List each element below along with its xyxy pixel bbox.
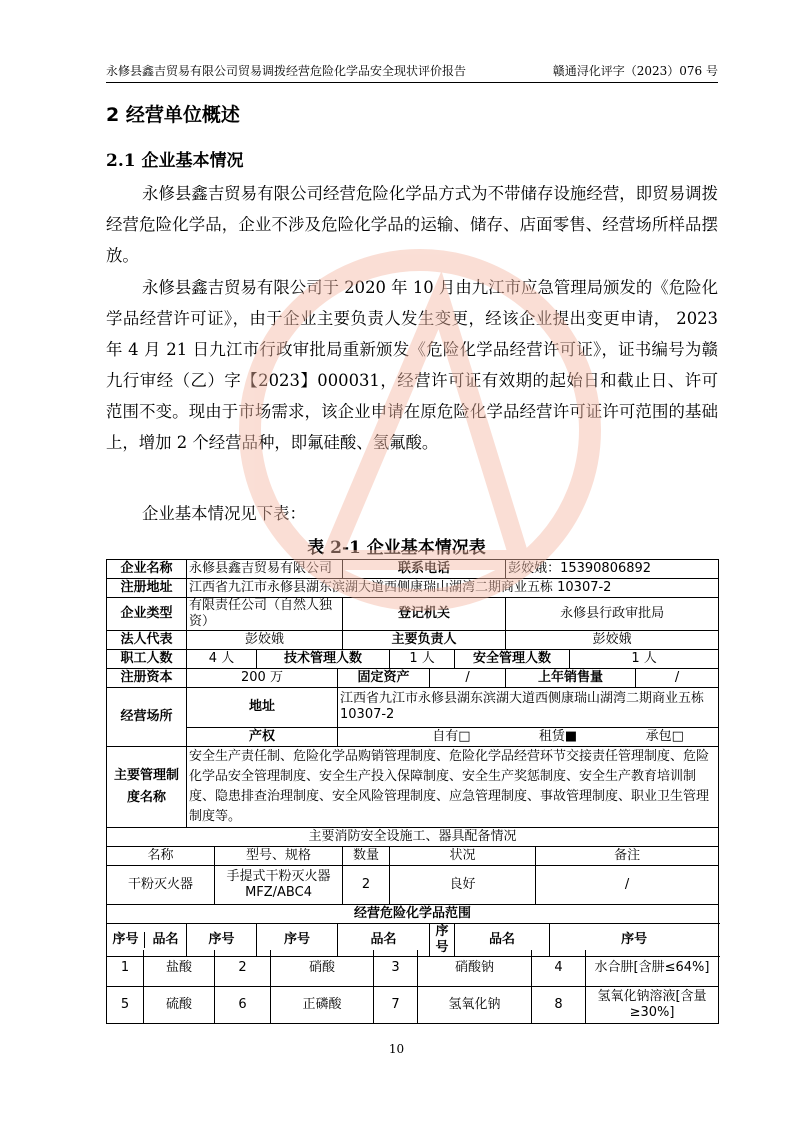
address-label: 地址 <box>187 688 338 728</box>
fire-item-remark: / <box>536 866 719 905</box>
fire-header-name: 名称 <box>107 847 215 866</box>
property-own: 自有□ <box>432 728 471 744</box>
scope-name-cell: 水合肼[含肼≤64%] <box>586 950 719 987</box>
paragraph-2: 永修县鑫吉贸易有限公司于 2020 年 10 月由九江市应急管理局颁发的《危险化学品经营许可证》，由于企业主要负责人发生变更，经该企业提出变更申请， 2023 年 4 月 21 日九江市行政审批局重新颁发《危险化学品经营许可证》，证书编号为赣九行审经（乙）字【2023】000031，经营许可证有效期的起始日和截止日、许可范围不变。现由于市场需求，该企业申请在原危险化学品经营许可证许可范围的基础上，增加 2 个经营品种，即氟硅酸、氢氟酸。 <box>106 278 718 452</box>
scope-name-cell: 氢氧化钠溶液[含量≥30%] <box>586 987 719 1024</box>
scope-header-no-4: 序号 <box>550 924 719 957</box>
scope-header-no-2b: 序号 <box>187 924 257 957</box>
table-row <box>107 579 719 598</box>
scope-header-name-3: 品名 <box>455 924 550 957</box>
scope-no-cell: 6 <box>215 987 271 1024</box>
fire-header-status: 状况 <box>390 847 536 866</box>
scope-no-cell: 8 <box>532 987 586 1024</box>
table-row <box>107 727 719 746</box>
tech-count: 1 人 <box>390 650 455 669</box>
main-person-label: 主要负责人 <box>343 631 506 650</box>
scope-header-no-2: 序号 <box>257 924 338 957</box>
scope-no-cell: 7 <box>374 987 418 1024</box>
mgmt-text: 安全生产责任制、危险化学品购销管理制度、危险化学品经营环节交接责任管理制度、危险化学品安全管理制度、安全生产投入保障制度、安全生产奖惩制度、安全生产教育培训制度、隐患排查治理制度、安全风险管理制度、应急管理制度、事故管理制度、职业卫生管理制度等。 <box>187 747 719 828</box>
scope-name-cell: 硝酸钠 <box>418 950 532 987</box>
fire-header-remark: 备注 <box>536 847 719 866</box>
table-row <box>107 847 719 866</box>
section-title: 2 经营单位概述 <box>106 104 240 126</box>
header-report-number: 赣通浔化评字（2023）076 号 <box>552 64 718 78</box>
property-rent: 租赁■ <box>538 728 578 744</box>
reg-authority-label: 登记机关 <box>343 598 506 631</box>
main-person: 彭姣娥 <box>506 631 719 650</box>
safety-label: 安全管理人数 <box>455 650 570 669</box>
fire-item-qty: 2 <box>343 866 390 905</box>
table-row <box>107 950 719 987</box>
company-type-label: 企业类型 <box>107 598 187 631</box>
capital-label: 注册资本 <box>107 669 187 688</box>
scope-title: 经营危险化学品范围 <box>107 905 719 924</box>
safety-count: 1 人 <box>570 650 719 669</box>
table-row <box>107 688 719 728</box>
table-row <box>107 828 719 847</box>
fire-item-model: 手提式干粉灭火器 MFZ/ABC4 <box>215 866 343 905</box>
fire-header-model: 型号、规格 <box>215 847 343 866</box>
scope-no-cell: 1 <box>107 950 144 987</box>
scope-no-cell: 4 <box>532 950 586 987</box>
paragraph-1: 永修县鑫吉贸易有限公司经营危险化学品方式为不带储存设施经营，即贸易调拨经营危险化学品，企业不涉及危险化学品的运输、储存、店面零售、经营场所样品摆放。 <box>106 184 718 265</box>
phone: 彭姣娥：15390806892 <box>506 560 719 579</box>
reg-address: 江西省九江市永修县湖东滨湖大道西侧康瑞山湖湾二期商业五栋 10307-2 <box>187 579 719 598</box>
table-row <box>107 987 719 1024</box>
scope-header-no-3: 序号 <box>430 924 455 957</box>
table-row <box>107 631 719 650</box>
scope-grid <box>106 950 718 1024</box>
table-row <box>107 905 719 924</box>
fire-item-status: 良好 <box>390 866 536 905</box>
tech-label: 技术管理人数 <box>257 650 390 669</box>
table-row <box>107 866 719 905</box>
table-row <box>107 560 719 579</box>
property-contract: 承包□ <box>645 728 684 744</box>
mgmt-label: 主要管理制度名称 <box>107 747 187 828</box>
staff-count: 4 人 <box>187 650 257 669</box>
table-row <box>107 669 719 688</box>
sales: / <box>636 669 719 688</box>
table-row <box>107 747 719 828</box>
table-row <box>107 598 719 631</box>
site-address: 江西省九江市永修县湖东滨湖大道西侧康瑞山湖湾二期商业五栋 10307-2 <box>338 688 719 728</box>
legal-rep-label: 法人代表 <box>107 631 187 650</box>
capital: 200 万 <box>187 669 338 688</box>
header-rule <box>106 82 718 83</box>
scope-header-no: 序号 <box>107 932 145 948</box>
reg-authority: 永修县行政审批局 <box>506 598 719 631</box>
site-label: 经营场所 <box>107 688 187 747</box>
scope-no-cell: 3 <box>374 950 418 987</box>
scope-name-cell: 正磷酸 <box>271 987 374 1024</box>
scope-no-cell: 5 <box>107 987 144 1024</box>
company-name-label: 企业名称 <box>107 560 187 579</box>
sales-label: 上年销售量 <box>506 669 636 688</box>
legal-rep: 彭姣娥 <box>187 631 343 650</box>
scope-name-cell: 硫酸 <box>144 987 215 1024</box>
phone-label: 联系电话 <box>343 560 506 579</box>
fire-item-name: 干粉灭火器 <box>107 866 215 905</box>
table-row <box>107 650 719 669</box>
fixed-assets: / <box>430 669 506 688</box>
scope-header-name: 品名 <box>152 932 179 947</box>
company-info-table <box>106 559 719 957</box>
scope-name-cell: 氢氧化钠 <box>418 987 532 1024</box>
reg-address-label: 注册地址 <box>107 579 187 598</box>
scope-header-name-2: 品名 <box>338 924 430 957</box>
fire-header-qty: 数量 <box>343 847 390 866</box>
property-label: 产权 <box>187 727 338 746</box>
subsection-title: 2.1 企业基本情况 <box>106 151 244 171</box>
header-report-title: 永修县鑫吉贸易有限公司贸易调拨经营危险化学品安全现状评价报告 <box>106 64 467 78</box>
scope-name-cell: 盐酸 <box>144 950 215 987</box>
company-name: 永修县鑫吉贸易有限公司 <box>187 560 343 579</box>
paragraph-3: 企业基本情况见下表： <box>142 504 306 523</box>
page-number: 10 <box>388 1042 405 1056</box>
table-caption: 表 2-1 企业基本情况表 <box>307 538 486 558</box>
scope-no-cell: 2 <box>215 950 271 987</box>
scope-name-cell: 硝酸 <box>271 950 374 987</box>
fixed-assets-label: 固定资产 <box>338 669 430 688</box>
company-type: 有限责任公司（自然人独资） <box>187 598 343 631</box>
fire-title: 主要消防安全设施工、器具配备情况 <box>107 828 719 847</box>
scope-table <box>106 950 719 1024</box>
staff-label: 职工人数 <box>107 650 187 669</box>
